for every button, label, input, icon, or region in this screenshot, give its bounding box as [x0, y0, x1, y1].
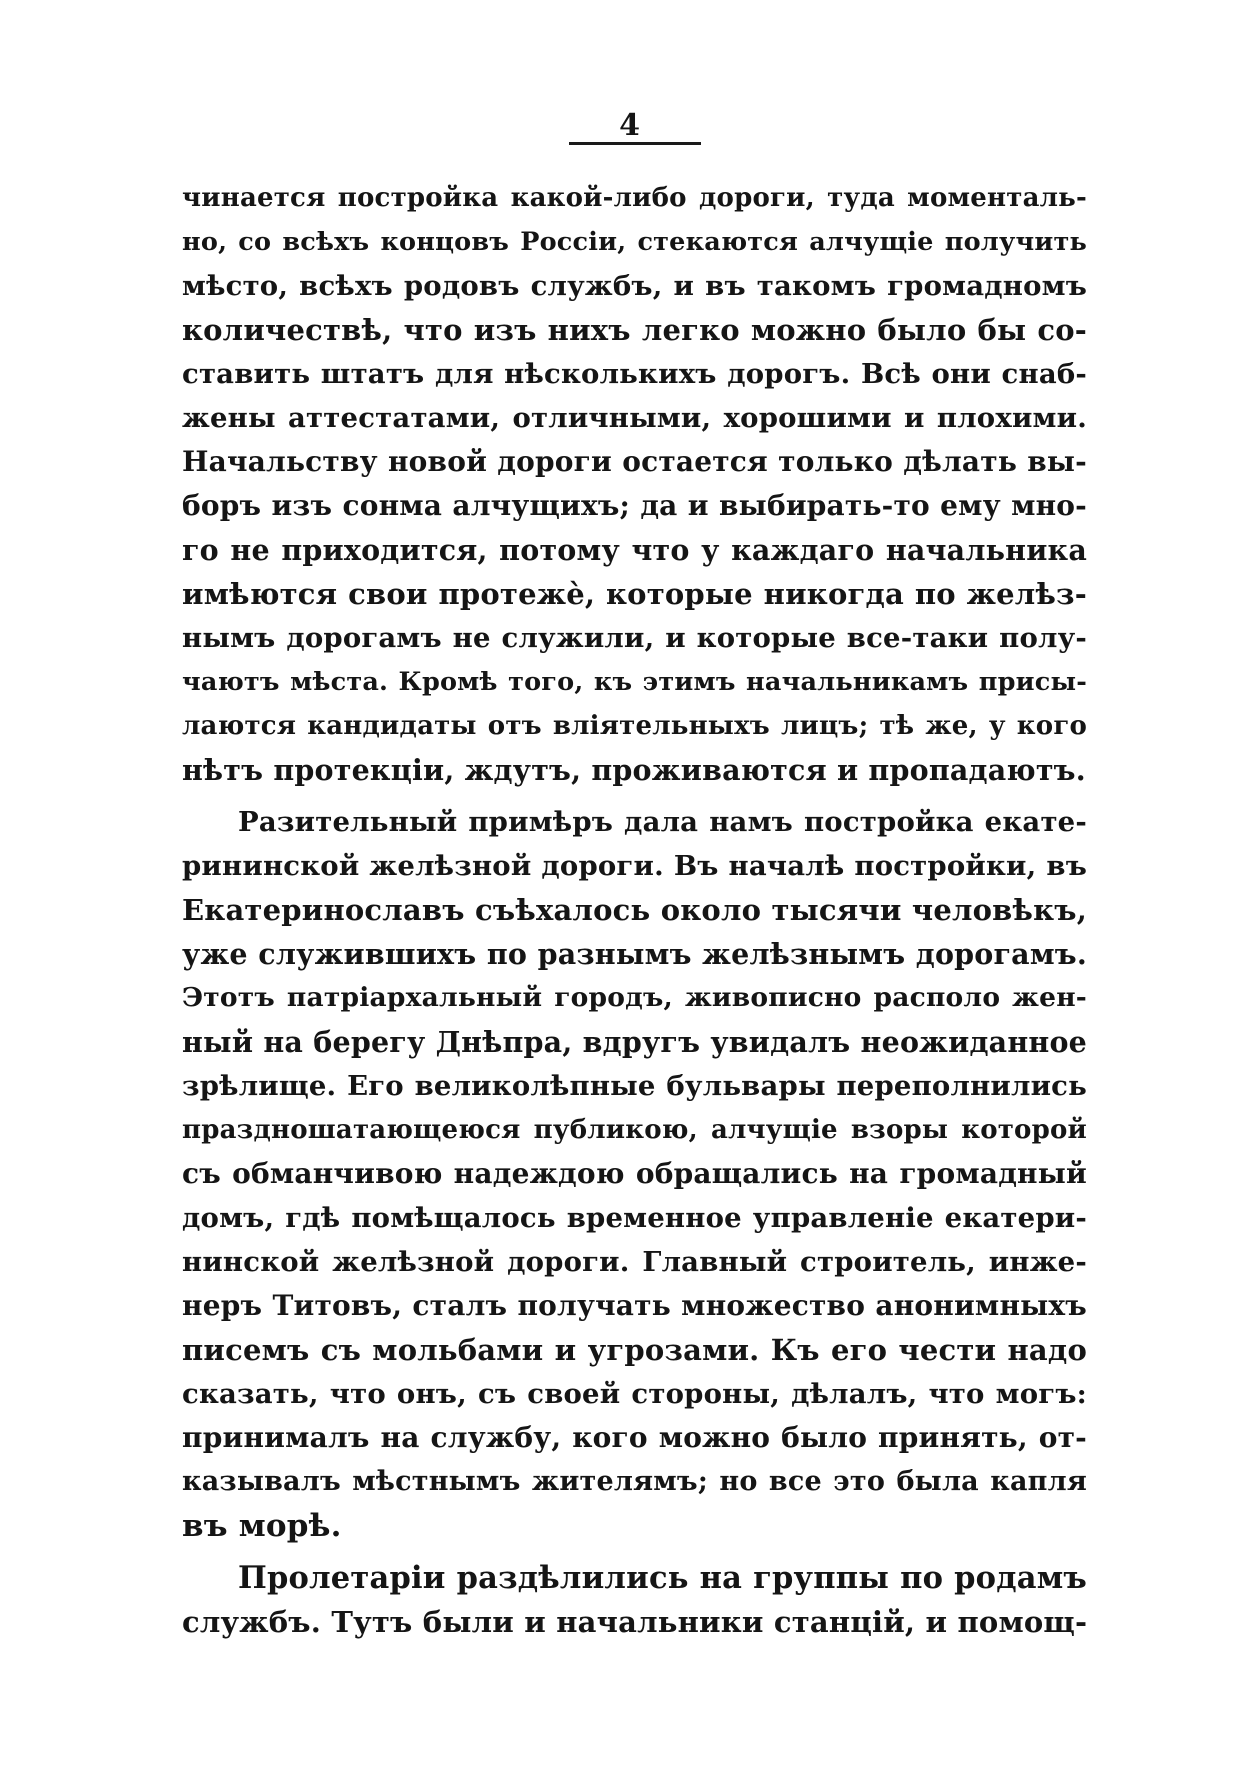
text-line: съ обманчивою надеждою обращались на громадный: [182, 1157, 1087, 1190]
page-number: 4: [619, 108, 640, 143]
header-rule: [569, 142, 701, 145]
text-line: мѣсто, всѣхъ родовъ службъ, и въ такомъ громадномъ: [182, 270, 1087, 302]
text-line: уже служившихъ по разнымъ желѣзнымъ дорогамъ.: [182, 937, 1087, 971]
text-line: нинской желѣзной дороги. Главный строитель, инже-: [182, 1246, 1087, 1278]
text-line: лаются кандидаты отъ вліятельныхъ лицъ; тѣ же, у кого: [182, 711, 1087, 741]
text-line: рининской желѣзной дороги. Въ началѣ постройки, въ: [182, 850, 1087, 882]
text-line: въ морѣ.: [182, 1508, 342, 1544]
text-line: Пролетаріи раздѣлились на группы по родамъ: [238, 1560, 1087, 1596]
paragraph-2: [182, 800, 1087, 1548]
text-line: казывалъ мѣстнымъ жителямъ; но все это была капля: [182, 1466, 1087, 1497]
text-line: Начальству новой дороги остается только дѣлать вы-: [182, 445, 1087, 478]
text-line: чаютъ мѣста. Кромѣ того, къ этимъ начальникамъ присы-: [182, 667, 1087, 697]
text-line: службъ. Тутъ были и начальники станцій, и помощ-: [182, 1605, 1087, 1639]
paragraph-3: [182, 1556, 1087, 1644]
text-line: домъ, гдѣ помѣщалось временное управленіе екатери-: [182, 1202, 1087, 1234]
text-line: жены аттестатами, отличными, хорошими и плохими.: [182, 402, 1087, 434]
text-line: го не приходится, потому что у каждаго начальника: [182, 533, 1087, 567]
text-line: Этотъ патріархальный городъ, живописно располо жен-: [182, 982, 1087, 1013]
text-line: зрѣлище. Его великолѣпные бульвары переполнились: [182, 1070, 1087, 1102]
text-line: ный на берегу Днѣпра, вдругъ увидалъ неожиданное: [182, 1025, 1087, 1059]
text-line: принималъ на службу, кого можно было принять, от-: [182, 1421, 1087, 1454]
text-line: писемъ съ мольбами и угрозами. Къ его чести надо: [182, 1333, 1087, 1367]
text-line: чинается постройка какой-либо дороги, туда моменталь-: [182, 183, 1087, 213]
paragraph-1: [182, 176, 1087, 792]
text-line: имѣются свои протежѐ, которые никогда по желѣз-: [182, 577, 1087, 611]
text-line: Екатеринославъ съѣхалось около тысячи человѣкъ,: [182, 893, 1087, 927]
text-line: ставить штатъ для нѣсколькихъ дорогъ. Всѣ они снаб-: [182, 358, 1087, 390]
text-line: количествѣ, что изъ нихъ легко можно было бы со-: [182, 313, 1087, 347]
text-line: но, со всѣхъ концовъ Россіи, стекаются алчущіе получить: [182, 227, 1087, 257]
text-line: сказать, что онъ, съ своей стороны, дѣлалъ, что могъ:: [182, 1378, 1087, 1410]
text-line: Разительный примѣръ дала намъ постройка екате-: [238, 806, 1087, 838]
text-line: нѣтъ протекціи, ждутъ, проживаются и пропадаютъ.: [182, 753, 1086, 787]
text-line: неръ Титовъ, сталъ получать множество анонимныхъ: [182, 1289, 1087, 1322]
body-text: [182, 176, 1087, 1644]
text-line: боръ изъ сонма алчущихъ; да и выбирать-то ему мно-: [182, 489, 1087, 522]
text-line: нымъ дорогамъ не служили, и которые все-таки полу-: [182, 622, 1087, 654]
text-line: праздношатающеюся публикою, алчущіе взоры которой: [182, 1115, 1087, 1145]
